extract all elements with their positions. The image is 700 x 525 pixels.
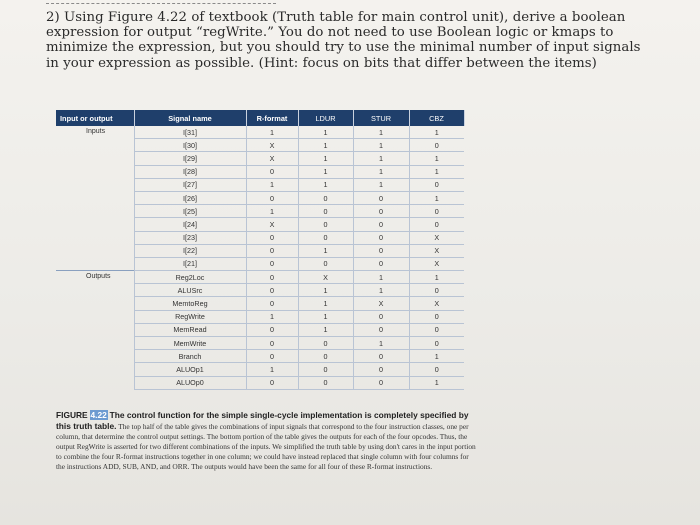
value-cell: 1 [353,271,409,284]
col-header-ldur: LDUR [298,110,353,126]
value-cell: 1 [409,350,464,363]
signal-name-cell: Branch [134,350,246,363]
value-cell: 0 [353,244,409,257]
value-cell: 0 [409,363,464,376]
value-cell: X [409,257,464,270]
value-cell: 0 [353,191,409,204]
value-cell: 0 [353,205,409,218]
value-cell: 0 [409,205,464,218]
group-inputs-label: Inputs [86,128,106,135]
value-cell: 0 [409,310,464,323]
value-cell: 1 [246,310,298,323]
value-cell: 0 [298,257,353,270]
value-cell: 0 [246,350,298,363]
signal-name-cell: I[23] [134,231,246,244]
signal-name-cell: ALUSrc [134,284,246,297]
figure-caption [56,410,476,472]
signal-name-cell: I[28] [134,165,246,178]
value-cell: 0 [246,231,298,244]
value-cell: 0 [246,191,298,204]
value-cell: 1 [353,165,409,178]
value-cell: 0 [298,191,353,204]
value-cell: 1 [353,152,409,165]
col-header-r-format: R-format [246,110,298,126]
value-cell: 0 [298,231,353,244]
col-header-stur: STUR [353,110,409,126]
signal-name-cell: I[21] [134,257,246,270]
value-cell: 1 [298,310,353,323]
truth-table [56,110,464,402]
value-cell: X [409,297,464,310]
value-cell: 1 [298,323,353,336]
value-cell: 0 [246,271,298,284]
value-cell: 1 [298,165,353,178]
signal-name-cell: MemtoReg [134,297,246,310]
value-cell: 0 [353,231,409,244]
value-cell: 0 [298,363,353,376]
value-cell: X [246,152,298,165]
value-cell: 0 [246,284,298,297]
value-cell: 1 [409,126,464,139]
value-cell: 0 [246,257,298,270]
value-cell: 1 [298,178,353,191]
caption-label: FIGURE [56,410,88,420]
table-row [56,126,464,139]
value-cell: 1 [409,165,464,178]
value-cell: 1 [246,363,298,376]
value-cell: 1 [298,297,353,310]
col-header-cbz: CBZ [409,110,464,126]
value-cell: 0 [298,337,353,350]
value-cell: 0 [298,218,353,231]
value-cell: 1 [409,152,464,165]
caption-title: The control function for the simple single-cycle implementation is completely specified by this truth table. [56,410,469,431]
value-cell: 1 [353,178,409,191]
signal-name-cell: Reg2Loc [134,271,246,284]
signal-name-cell: I[29] [134,152,246,165]
group-outputs-label: Outputs [56,271,134,390]
value-cell: 1 [246,178,298,191]
value-cell: X [409,231,464,244]
value-cell: 0 [298,205,353,218]
value-cell: 1 [298,152,353,165]
value-cell: 0 [246,244,298,257]
caption-number: 4.22 [90,410,107,420]
value-cell: X [246,218,298,231]
value-cell: 0 [246,165,298,178]
value-cell: 1 [298,139,353,152]
divider [46,3,276,4]
value-cell: 0 [409,218,464,231]
value-cell: 1 [409,191,464,204]
col-header-input-output: Input or output [56,110,134,126]
value-cell: 1 [298,284,353,297]
value-cell: 0 [353,257,409,270]
signal-name-cell: I[25] [134,205,246,218]
value-cell: 0 [353,350,409,363]
value-cell: 1 [298,126,353,139]
value-cell: 1 [246,126,298,139]
value-cell: 0 [409,178,464,191]
value-cell: 1 [353,284,409,297]
value-cell: 0 [409,284,464,297]
value-cell: 0 [353,323,409,336]
signal-name-cell: I[30] [134,139,246,152]
signal-name-cell: RegWrite [134,310,246,323]
value-cell: 0 [353,376,409,389]
value-cell: 0 [246,337,298,350]
value-cell: 0 [298,350,353,363]
signal-name-cell: I[31] [134,126,246,139]
table-row [56,271,464,284]
value-cell: 0 [353,310,409,323]
value-cell: 0 [409,139,464,152]
value-cell: 0 [409,337,464,350]
signal-name-cell: MemRead [134,323,246,336]
signal-name-cell: I[22] [134,244,246,257]
table-header-row [56,110,464,126]
caption-body: The top half of the table gives the combinations of input signals that correspond to the four instruction classes, one per column, that determine the control output settings. The bottom portion of the table gives the outputs for each of the four opcodes. Thus, the output RegWrite is asserted for two different combinations of the inputs. We simplified the truth table by using don't cares in the input portion to combine the four R-format instructions together in one column; we could have instead replaced that single column with four columns for the instructions ADD, SUB, AND, and ORR. The outputs would have been the same for all four of these R-format instructions. [56,422,476,471]
signal-name-cell: I[24] [134,218,246,231]
value-cell: X [353,297,409,310]
value-cell: 1 [409,271,464,284]
value-cell: 1 [246,205,298,218]
value-cell: 0 [246,297,298,310]
signal-name-cell: I[27] [134,178,246,191]
signal-name-cell: MemWrite [134,337,246,350]
question-text: 2) Using Figure 4.22 of textbook (Truth table for main control unit), derive a boolean expression for output “regWrite.” You do not need to use Boolean logic or kmaps to minimize the expression, but you should try to use the minimal number of input signals in your expression as possible. (Hint: focus on bits that differ between the items) [46,10,641,71]
value-cell: 1 [353,139,409,152]
signal-name-cell: ALUOp1 [134,363,246,376]
value-cell: X [298,271,353,284]
value-cell: 1 [409,376,464,389]
value-cell: 0 [246,323,298,336]
signal-name-cell: I[26] [134,191,246,204]
value-cell: 0 [298,376,353,389]
value-cell: 0 [246,376,298,389]
value-cell: X [246,139,298,152]
value-cell: 0 [409,323,464,336]
value-cell: 1 [298,244,353,257]
value-cell: 1 [353,126,409,139]
value-cell: 0 [353,363,409,376]
value-cell: 0 [353,218,409,231]
value-cell: X [409,244,464,257]
value-cell: 1 [353,337,409,350]
col-header-signal-name: Signal name [134,110,246,126]
signal-name-cell: ALUOp0 [134,376,246,389]
